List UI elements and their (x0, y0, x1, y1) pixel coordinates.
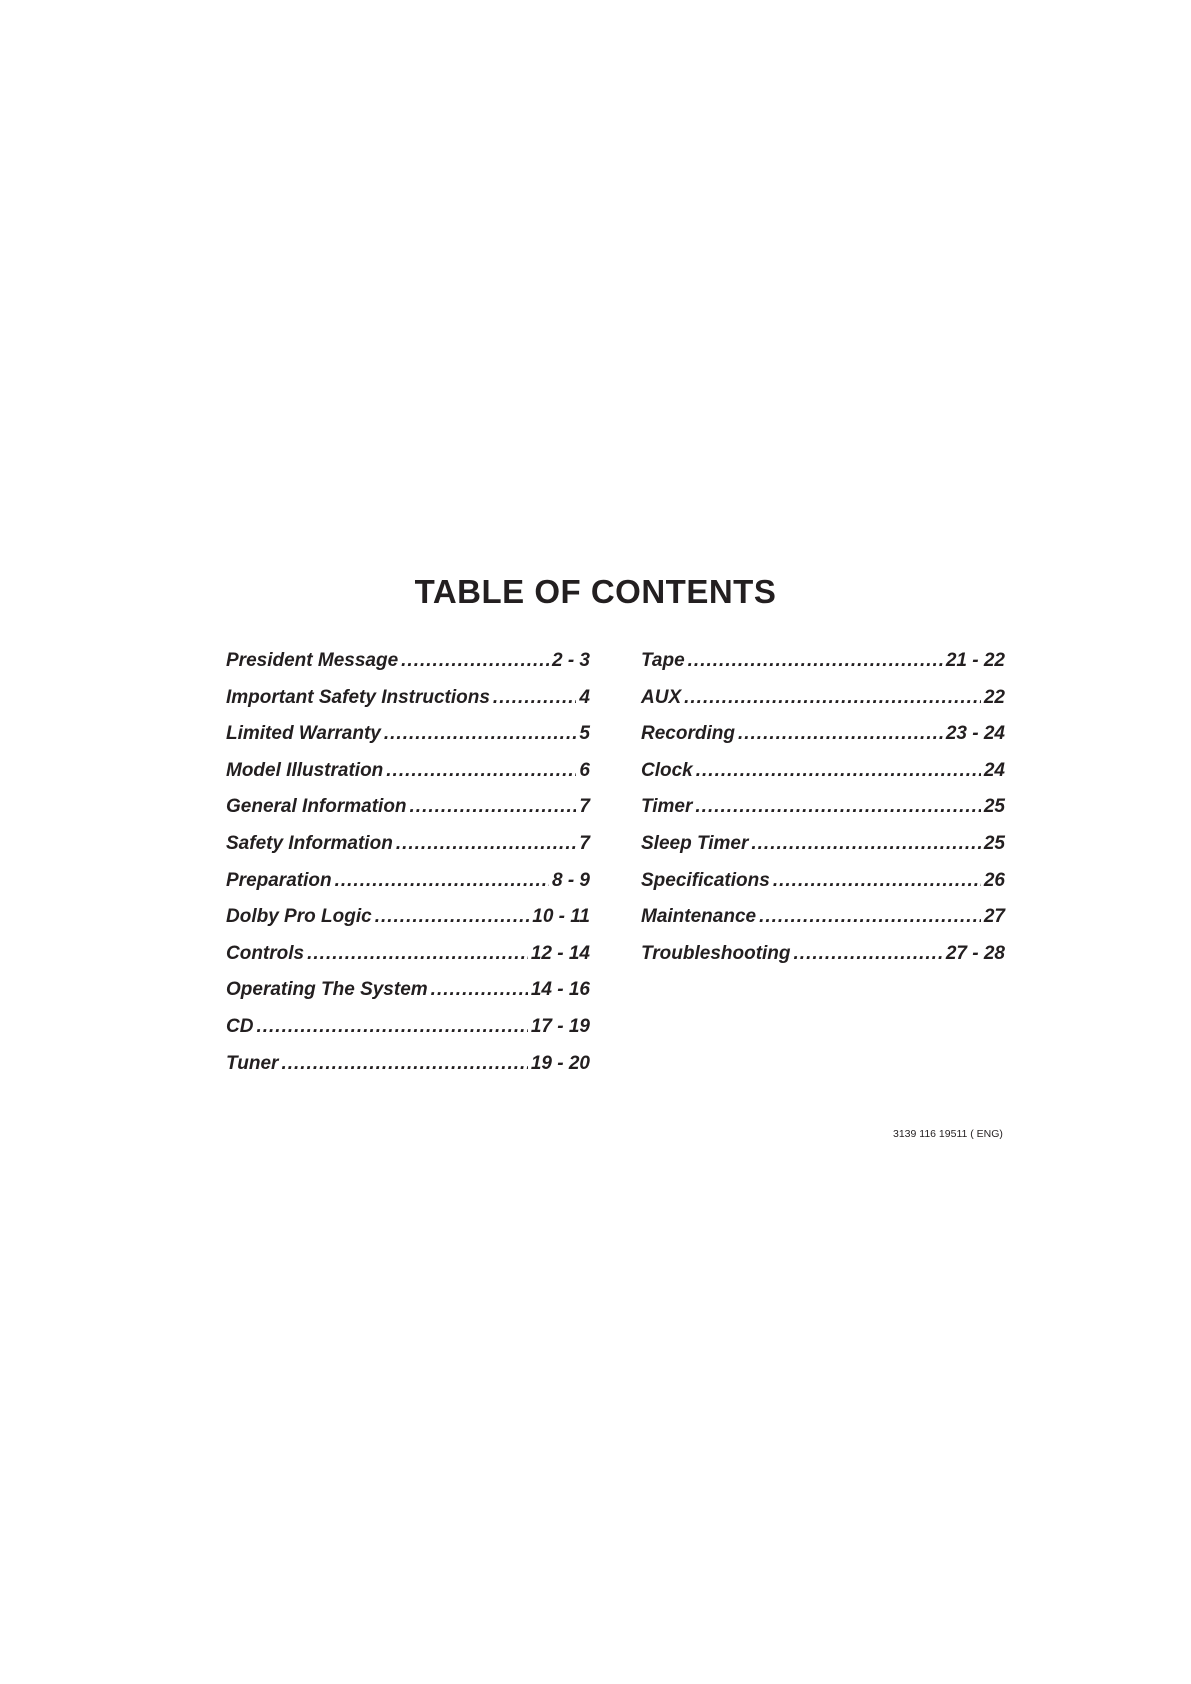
toc-entry[interactable] (641, 863, 1005, 900)
dot-leader (695, 789, 980, 826)
toc-entry[interactable] (641, 753, 1005, 790)
toc-entry[interactable] (641, 899, 1005, 936)
dot-leader (684, 680, 981, 717)
dot-leader (794, 936, 943, 973)
toc-entry[interactable] (226, 936, 590, 973)
toc-entry-label: Important Safety Instructions (226, 686, 490, 708)
toc-entry[interactable] (226, 789, 590, 826)
toc-entry-page: 25 (983, 796, 1005, 818)
dot-leader (256, 1009, 527, 1046)
toc-entry-page: 12 - 14 (530, 942, 590, 964)
toc-entry-label: Operating The System (226, 979, 428, 1001)
dot-leader (431, 972, 528, 1009)
dot-leader (410, 789, 577, 826)
toc-entry-page: 4 (579, 686, 590, 708)
toc-entry-page: 24 (983, 759, 1005, 781)
toc-entry-label: Tape (641, 650, 685, 671)
toc-entry-label: Limited Warranty (226, 723, 381, 745)
toc-entry-label: Specifications (641, 869, 770, 891)
toc-entry-label: Safety Information (226, 832, 393, 854)
page-title: TABLE OF CONTENTS (414, 573, 777, 610)
toc-entry[interactable] (226, 1046, 590, 1083)
toc-entry[interactable] (226, 972, 590, 1009)
toc-entry-label: CD (226, 1015, 254, 1037)
toc-entry-label: Sleep Timer (641, 832, 749, 854)
toc-entry[interactable] (226, 1009, 590, 1046)
toc-entry-page: 6 (579, 759, 590, 781)
toc-left-column (226, 643, 590, 1082)
toc-entry[interactable] (226, 716, 590, 753)
toc-entry-page: 10 - 11 (532, 906, 590, 928)
toc-entry[interactable] (641, 680, 1005, 717)
toc-entry[interactable] (641, 826, 1005, 863)
toc-entry-page: 27 - 28 (945, 942, 1005, 964)
toc-entry-label: Clock (641, 759, 693, 781)
toc-entry-label: AUX (641, 686, 682, 708)
toc-entry-label: Preparation (226, 869, 332, 891)
toc-entry[interactable] (226, 899, 590, 936)
toc-entry-page: 26 (983, 869, 1005, 891)
dot-leader (688, 643, 943, 680)
dot-leader (396, 826, 577, 863)
toc-entry[interactable] (226, 643, 590, 680)
toc-entry-label: Timer (641, 796, 693, 818)
toc-entry-page: 27 (983, 906, 1005, 928)
toc-entry-page: 23 - 24 (945, 723, 1005, 745)
toc-entry[interactable] (226, 863, 590, 900)
toc-entry-page: 7 (579, 832, 590, 854)
toc-entry-label: Troubleshooting (641, 942, 791, 964)
toc-entry-label: Recording (641, 723, 735, 745)
dot-leader (307, 936, 528, 973)
toc-entry-label: Controls (226, 942, 305, 964)
dot-leader (401, 643, 549, 680)
toc-entry-label: President Message (226, 650, 399, 671)
dot-leader (738, 716, 943, 753)
toc-entry[interactable] (641, 643, 1005, 680)
dot-leader (281, 1046, 527, 1083)
dot-leader (384, 716, 577, 753)
dot-leader (696, 753, 981, 790)
toc-entry-page: 17 - 19 (530, 1015, 590, 1037)
dot-leader (335, 863, 549, 900)
toc-entry[interactable] (641, 716, 1005, 753)
toc-entry[interactable] (226, 753, 590, 790)
toc-entry-page: 2 - 3 (551, 650, 590, 671)
dot-leader (375, 899, 530, 936)
toc-entry[interactable] (641, 936, 1005, 973)
toc-entry-label: Tuner (226, 1052, 279, 1074)
toc-entry-page: 19 - 20 (530, 1052, 590, 1074)
dot-leader (751, 826, 980, 863)
dot-leader (773, 863, 981, 900)
toc-entry[interactable] (641, 789, 1005, 826)
toc-entry-label: Maintenance (641, 906, 757, 928)
toc-entry[interactable] (226, 826, 590, 863)
toc-entry-page: 7 (579, 796, 590, 818)
toc-entry-label: General Information (226, 796, 407, 818)
document-code: 3139 116 19511 ( ENG) (893, 1128, 1003, 1140)
toc-right-column (641, 643, 1005, 972)
toc-entry-page: 25 (983, 832, 1005, 854)
toc-entry-page: 14 - 16 (530, 979, 590, 1001)
toc-entry-page: 21 - 22 (945, 650, 1005, 671)
dot-leader (493, 680, 577, 717)
toc-entry-label: Dolby Pro Logic (226, 906, 372, 928)
dot-leader (759, 899, 981, 936)
toc-entry[interactable] (226, 680, 590, 717)
dot-leader (386, 753, 576, 790)
toc-entry-page: 5 (579, 723, 590, 745)
toc-entry-page: 22 (983, 686, 1005, 708)
toc-entry-label: Model Illustration (226, 759, 384, 781)
toc-entry-page: 8 - 9 (551, 869, 590, 891)
